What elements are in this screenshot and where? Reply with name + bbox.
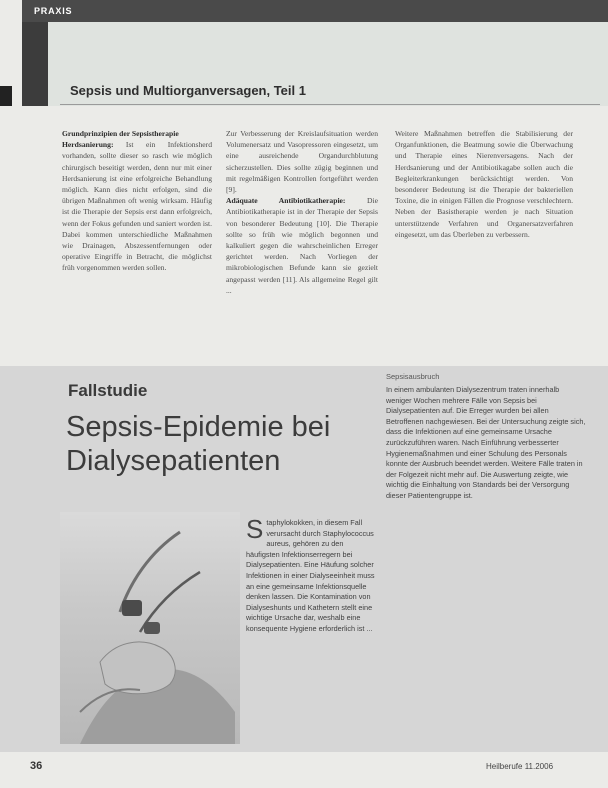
paragraph-text: Ist ein Infektionsherd vorhanden, sollte dieser so rasch wie möglich chirurgisch beseitigt werden, denn nur mit einer Herdsanierung ist eine erfolgreiche Behandlung möglich. Kann dies nicht erfolgen, sind die übrigen Maßnahmen oft wenig wirksam. Häufig ist die Therapie der Sepsis erst dann erfolgreich, wenn der Fokus gefunden und saniert worden ist. Dabei kommen unterschiedliche Maßnahmen wie Drainagen, Abszessentfernungen oder operative Eingriffe in Betracht, die möglichst früh vorgenommen werden sollen. — [62, 140, 212, 273]
case-kicker: Fallstudie — [68, 381, 148, 400]
column-heading: Grundprinzipien der Sepsistherapie — [62, 129, 179, 138]
drop-cap: S — [246, 518, 264, 544]
case-headline: Sepsis-Epidemie bei Dialysepatienten — [66, 411, 331, 477]
paragraph-text: Weitere Maßnahmen betreffen die Stabilisierung der Organfunktionen, die Beatmung sowie die Überwachung und Therapie eines Nierenversagens. Nach der Herdsanierung und der Antibiotikagabe sollen auch die Begleiterkrankungen berücksichtigt werden. Von besonderer Bedeutung ist die Therapie der bakteriellen Toxine, die in einigen Fällen die Prognose verschlechtern. Neben der Basistherapie werden je nach Situation unterstützende Verfahren und Organersatzverfahren eingesetzt, um das Überleben zu verbessern. — [395, 129, 573, 239]
hand-with-catheter-illustration — [60, 512, 240, 744]
section-banner — [22, 0, 608, 22]
paragraph-lead: Herdsanierung: — [62, 140, 114, 150]
case-body-text: taphylokokken, in diesem Fall verursacht durch Staphylococcus aureus, gehören zu den häufigsten Infektionserregern bei Dialysepatienten. Eine Häufung solcher Infektionen in einer Dialyseeinheit muss an eine gemeinsame Infektionsquelle denken lassen. Die Kontamination von Dialyseshunts und Kathetern stellt eine wichtige Ursache dar, weshalb eine konsequente Hygiene erforderlich ist ... — [246, 518, 375, 633]
paragraph-text: Die Antibiotikatherapie ist in der Therapie der Sepsis von besonderer Bedeutung [10]. Die Therapie sollte so früh wie möglich begonnen und kalkuliert gegen die wahrscheinlichen Erreger gerichtet werden. Nach Vorliegen der mikrobiologischen Befunde kann sie gezielt angepasst werden [11]. Als allgemeine Regel gilt ... — [226, 196, 378, 295]
article-column-3 — [395, 128, 573, 354]
journal-name: Heilberufe 11.2006 — [486, 762, 554, 771]
paragraph-text: Zur Verbesserung der Kreislaufsituation werden Volumenersatz und Vasopressoren eingesetzt, um eine ausreichende Organdurchblutung sicherzustellen. Dies sollte zügig beginnen und mit regelmäßigen Kontrollen fortgeführt werden [9]. — [226, 129, 378, 195]
page-number: 36 — [30, 760, 43, 772]
dialysis-photo — [60, 512, 240, 744]
case-sidebar-label: Sepsisausbruch — [386, 372, 440, 381]
corner-mark — [0, 86, 12, 106]
case-body — [246, 518, 376, 744]
article-column-1 — [62, 128, 212, 354]
side-accent-block — [22, 22, 48, 106]
case-sidebar — [386, 372, 586, 744]
case-sidebar-text: In einem ambulanten Dialysezentrum traten innerhalb weniger Wochen mehrere Fälle von Sepsis bei Dialysepatienten auf. Die Erreger wurden bei allen Betroffenen nachgewiesen. Bei der Untersuchung zeigte sich, dass die Infektionen auf eine gemeinsame Ursache zurückzuführen waren. Nach Einführung verbesserter Hygienemaßnahmen und einer Schulung des Personals konnte der Ausbruch beendet werden. Weitere Fälle traten in der Folgezeit nicht mehr auf. Die Auswertung zeigte, wie wichtig die Einhaltung von Standards bei der Versorgung dieser Patientengruppe ist. — [386, 385, 586, 500]
series-title: Sepsis und Multiorganversagen, Teil 1 — [70, 83, 306, 98]
article-column-2 — [226, 128, 378, 354]
paragraph-lead: Adäquate Antibiotikatherapie: — [226, 196, 346, 206]
header-rule — [60, 104, 600, 105]
section-label: PRAXIS — [34, 6, 73, 16]
